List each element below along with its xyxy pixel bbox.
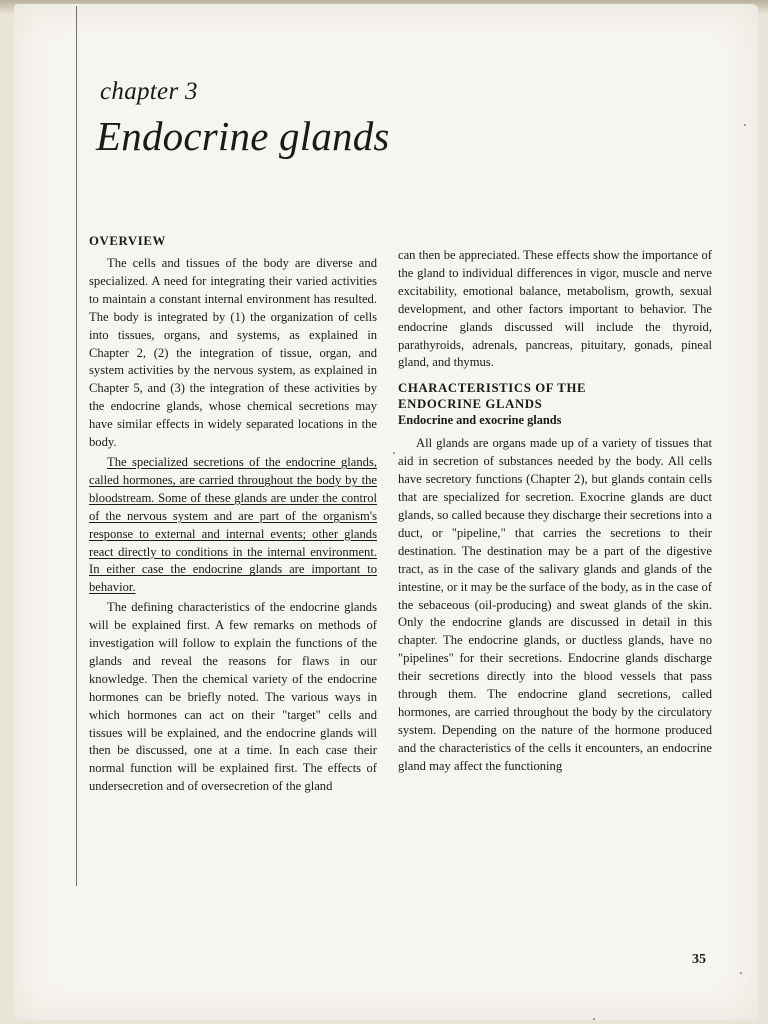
characteristics-heading-line-1: CHARACTERISTICS OF THE bbox=[398, 381, 587, 396]
left-column bbox=[89, 233, 377, 796]
endocrine-exocrine-subheading: Endocrine and exocrine glands bbox=[398, 413, 562, 428]
characteristics-heading-line-2: ENDOCRINE GLANDS bbox=[398, 397, 543, 412]
overview-paragraph-4: can then be appreciated. These effects show the importance of the gland to individual differences in vigor, muscle and nerve excitability, emotional balance, metabolism, growth, sexual development, and other factors important to behavior. The endocrine glands discussed will include the thyroid, parathyroids, adrenals, pancreas, pituitary, gonads, pineal gland, and thymus. bbox=[398, 248, 712, 370]
overview-paragraph-1: The cells and tissues of the body are diverse and specialized. A need for integrating their varied activities to maintain a constant internal environment has resulted. The body is integrated by (1) the organization of cells into tissues, organs, and systems, as explained in Chapter 2, (2) the integration of tissue, organ, and system activities by the nervous system, as explained in Chapter 5, and (3) the integration of these activities by the endocrine glands, whose chemical secretions may have similar effects in widely separated locations in the body. bbox=[89, 256, 377, 450]
right-column bbox=[398, 247, 712, 776]
paper-speck bbox=[593, 1018, 595, 1020]
chapter-label: chapter 3 bbox=[100, 78, 198, 105]
overview-paragraph-2: The specialized secretions of the endocrine glands, called hormones, are carried throughout the body by the bloodstream. Some of these glands are under the control of the nervous system and are part of the organism's response to external and internal events; other glands react directly to conditions in the internal environment. In either case the endocrine glands are important to behavior. bbox=[89, 454, 377, 595]
overview-heading: OVERVIEW bbox=[89, 234, 166, 248]
chapter-title: Endocrine glands bbox=[96, 113, 390, 159]
margin-rule bbox=[76, 6, 77, 886]
characteristics-heading bbox=[398, 380, 712, 412]
overview-paragraph-3: The defining characteristics of the endocrine glands will be explained first. A few remarks on methods of investigation will follow to explain the functions of the glands and reveal the reasons for flaws in our knowledge. Then the chemical variety of the endocrine hormones can be briefly noted. The various ways in which hormones can act on their "target" cells and tissues will be explained, and the endocrine glands will then be discussed, one at a time. In each case their normal function will be explained first. The effects of undersecretion and of oversecretion of the gland bbox=[89, 600, 377, 794]
paper-speck bbox=[744, 124, 746, 126]
paper-speck bbox=[393, 452, 395, 454]
page-number: 35 bbox=[692, 952, 706, 967]
characteristics-paragraph-1: All glands are organs made up of a variety of tissues that aid in secretion of substances needed by the body. All cells have secretory functions (Chapter 2), but glands contain cells that are specialized for secretion. Exocrine glands are duct glands, so called because they discharge their secretions into a duct, or "pipeline," that carries the secretions to their destination. The destination may be a part of the digestive tract, as in the case of the salivary glands and glands of the intestine, or it may be the surface of the body, as in the case of the sebaceous (oil-producing) and sweat glands of the skin. Only the endocrine glands are discussed in detail in this chapter. The endocrine glands, or ductless glands, have no "pipelines" for their secretions. Endocrine glands discharge their secretions directly into the blood vessels that pass through them. The endocrine gland secretions, called hormones, are carried throughout the body by the circulatory system. Depending on the nature of the hormone produced and the characteristics of the cells it encounters, an endocrine gland may affect the functioning bbox=[398, 436, 712, 773]
paper-speck bbox=[740, 972, 742, 974]
